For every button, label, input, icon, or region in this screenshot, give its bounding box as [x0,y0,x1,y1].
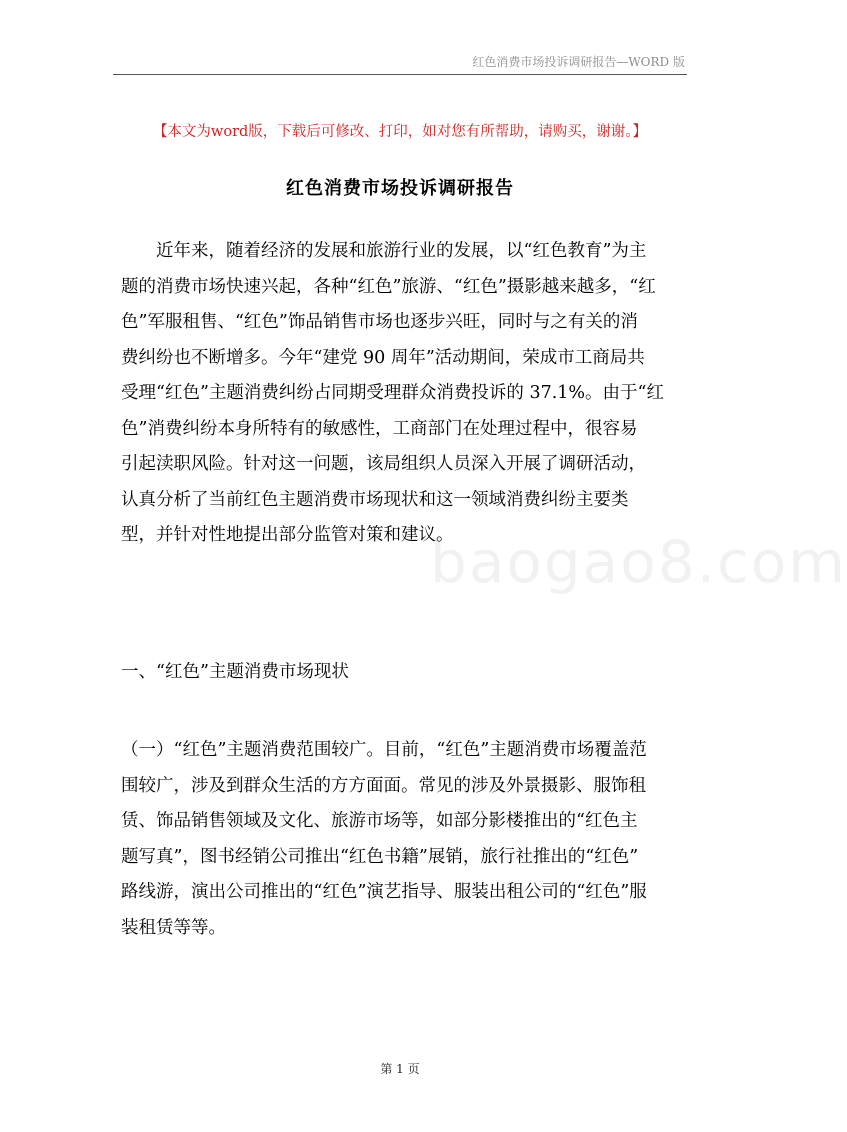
intro-line: 受理“红色”主题消费纠纷占同期受理群众消费投诉的 37.1%。由于“红 [121,383,664,403]
subsection-line: 赁、饰品销售领域及文化、旅游市场等，如部分影楼推出的“红色主 [121,811,638,831]
intro-line: 引起渎职风险。针对这一问题，该局组织人员深入开展了调研活动， [121,454,646,474]
page-number: 第 1 页 [380,1062,420,1076]
subsection-line: 装租赁等等。 [121,917,226,938]
section-heading: 一、“红色”主题消费市场现状 [121,662,349,682]
intro-line: 近年来，随着经济的发展和旅游行业的发展，以“红色教育”为主 [156,241,647,261]
intro-line: 费纠纷也不断增多。今年“建党 90 周年”活动期间，荣成市工商局共 [121,347,645,368]
intro-paragraph [121,234,687,554]
document-title: 红色消费市场投诉调研报告 [286,178,514,199]
intro-line: 认真分析了当前红色主题消费市场现状和这一领域消费纠纷主要类 [121,489,629,510]
subsection-line: 题写真”，图书经销公司推出“红色书籍”展销，旅行社推出的“红色” [121,846,639,867]
intro-line: 色”军服租售、“红色”饰品销售市场也逐步兴旺，同时与之有关的消 [121,312,638,332]
header-divider [113,74,687,75]
intro-line: 题的消费市场快速兴起，各种“红色”旅游、“红色”摄影越来越多，“红 [121,276,656,297]
intro-line: 型，并针对性地提出部分监管对策和建议。 [121,525,454,545]
subsection-paragraph [121,733,687,946]
intro-line: 色”消费纠纷本身所特有的敏感性，工商部门在处理过程中，很容易 [121,418,638,439]
subsection-line: 围较广，涉及到群众生活的方方面面。常见的涉及外景摄影、服饰租 [121,775,646,796]
subsection-line: 路线游，演出公司推出的“红色”演艺指导、服装出租公司的“红色”服 [121,882,647,902]
running-header: 红色消费市场投诉调研报告—WORD 版 [472,55,685,69]
subsection-line: （一）“红色”主题消费范围较广。目前，“红色”主题消费市场覆盖范 [121,740,647,760]
site-watermark: baogao8.com [430,528,847,596]
download-notice: 【本文为word版，下载后可修改、打印，如对您有所帮助，请购买，谢谢。】 [152,124,648,140]
